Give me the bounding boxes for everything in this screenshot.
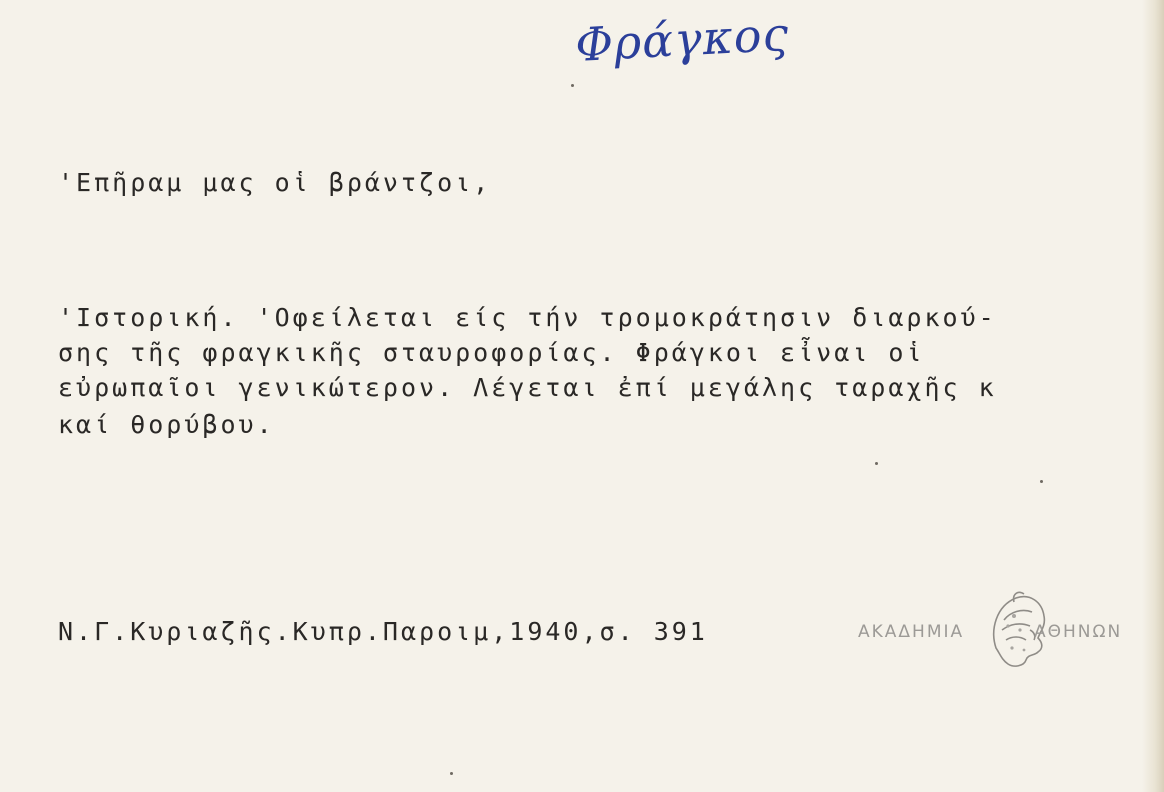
paper-speck [1040,480,1043,483]
card-edge [1142,0,1164,792]
source-citation: Ν.Γ.Κυριαζῆς.Κυπρ.Παροιμ,1940,σ. 391 [58,617,708,646]
explanation-line: 'Ιστορική. 'Οφείλεται είς τήν τρομοκράτησιν διαρκού- [58,303,997,332]
academy-watermark [858,590,1158,672]
handwritten-headword: Φράγκος [574,6,791,72]
explanation-line: καί θορύβου. [58,410,275,439]
explanation-line: εὐρωπαῖοι γενικώτερον. Λέγεται ἐπί μεγάλης ταραχῆς κ [58,373,997,402]
paper-speck [450,772,453,775]
explanation-line: σης τῆς φραγκικῆς σταυροφορίας. Φράγκοι εἶναι οἱ [58,338,925,367]
paper-speck [875,462,878,465]
watermark-right-text: ΑΘΗΝΩΝ [1034,622,1123,642]
paper-speck [571,84,574,87]
watermark-left-text: ΑΚΑΔΗΜΙΑ [858,622,965,642]
proverb-text: 'Επῆραμ μας οἱ βράντζοι, [58,168,492,197]
